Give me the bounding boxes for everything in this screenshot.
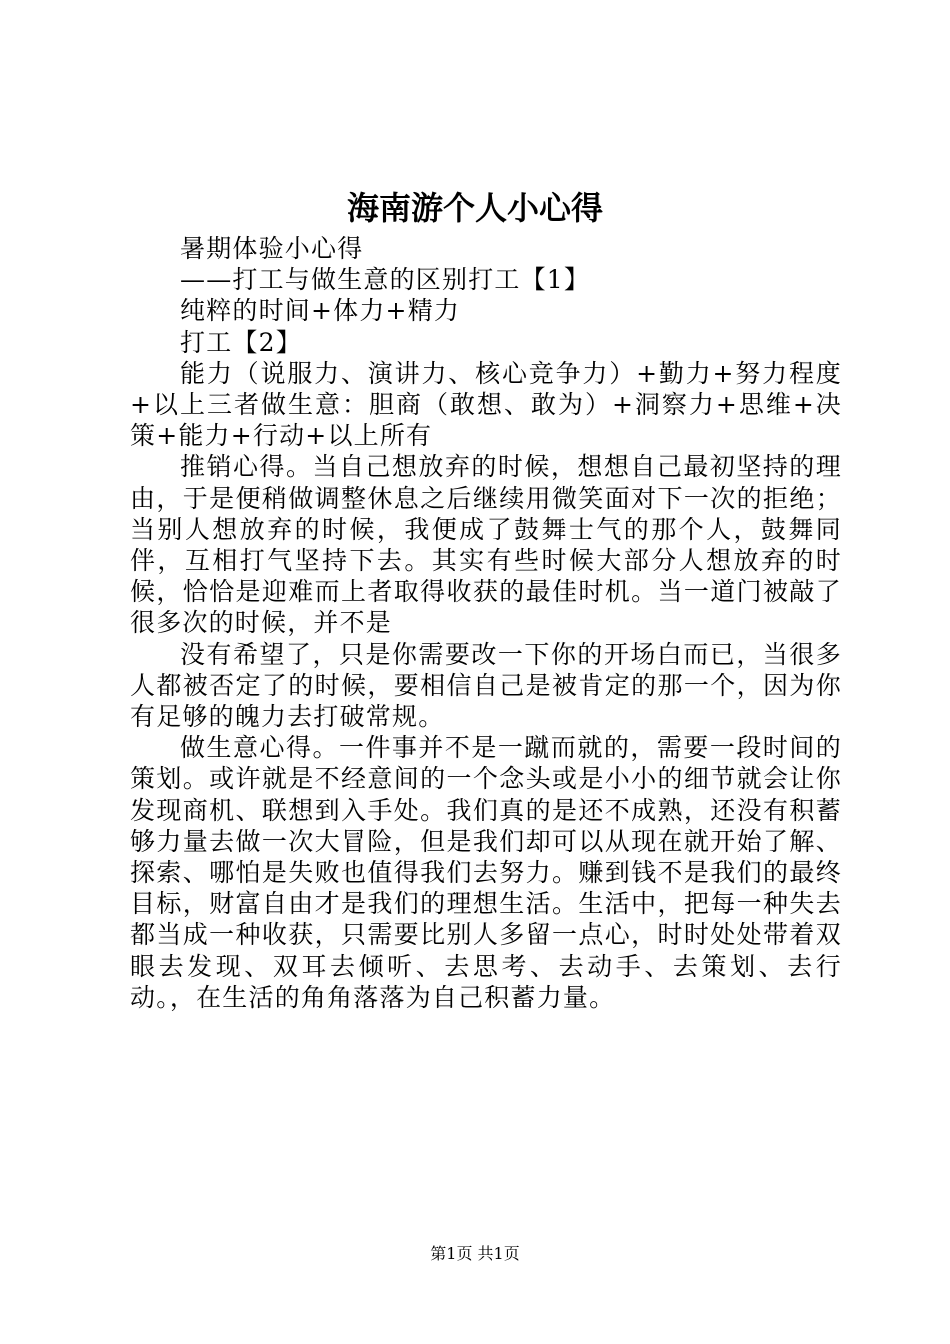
paragraph-6: 推销心得。当自己想放弃的时候，想想自己最初坚持的理由，于是便稍做调整休息之后继续用微笑面对下一次的拒绝；当别人想放弃的时候，我便成了鼓舞士气的那个人，鼓舞同伴，互相打气坚持下去。其实有些时候大部分人想放弃的时候，恰恰是迎难而上者取得收获的最佳时机。当一道门被敲了很多次的时候，并不是 — [130, 452, 842, 638]
document-title: 海南游个人小心得 — [346, 189, 603, 227]
document-body — [130, 233, 842, 1013]
paragraph-7: 没有希望了，只是你需要改一下你的开场白而已，当很多人都被否定了的时候，要相信自己是被肯定的那一个，因为你有足够的魄力去打破常规。 — [130, 639, 842, 732]
paragraph-8: 做生意心得。一件事并不是一蹴而就的，需要一段时间的策划。或许就是不经意间的一个念头或是小小的细节就会让你发现商机、联想到入手处。我们真的是还不成熟，还没有积蓄够力量去做一次大冒险，但是我们却可以从现在就开始了解、探索、哪怕是失败也值得我们去努力。赚到钱不是我们的最终目标，财富自由才是我们的理想生活。生活中，把每一种失去都当成一种收获，只需要比别人多留一点心，时时处处带着双眼去发现、双耳去倾听、去思考、去动手、去策划、去行动。，在生活的角角落落为自己积蓄力量。 — [130, 733, 842, 1012]
page-footer: 第1页 共1页 — [430, 1244, 520, 1263]
paragraph-4: 打工【2】 — [180, 327, 302, 357]
paragraph-2: ——打工与做生意的区别打工【1】 — [180, 265, 591, 295]
paragraph-5: 能力（说服力、演讲力、核心竞争力）+勤力+努力程度+以上三者做生意：胆商（敢想、敢为）+洞察力+思维+决策+能力+行动+以上所有 — [130, 358, 842, 451]
paragraph-1: 暑期体验小心得 — [180, 234, 364, 263]
paragraph-3: 纯粹的时间+体力+精力 — [180, 296, 461, 326]
